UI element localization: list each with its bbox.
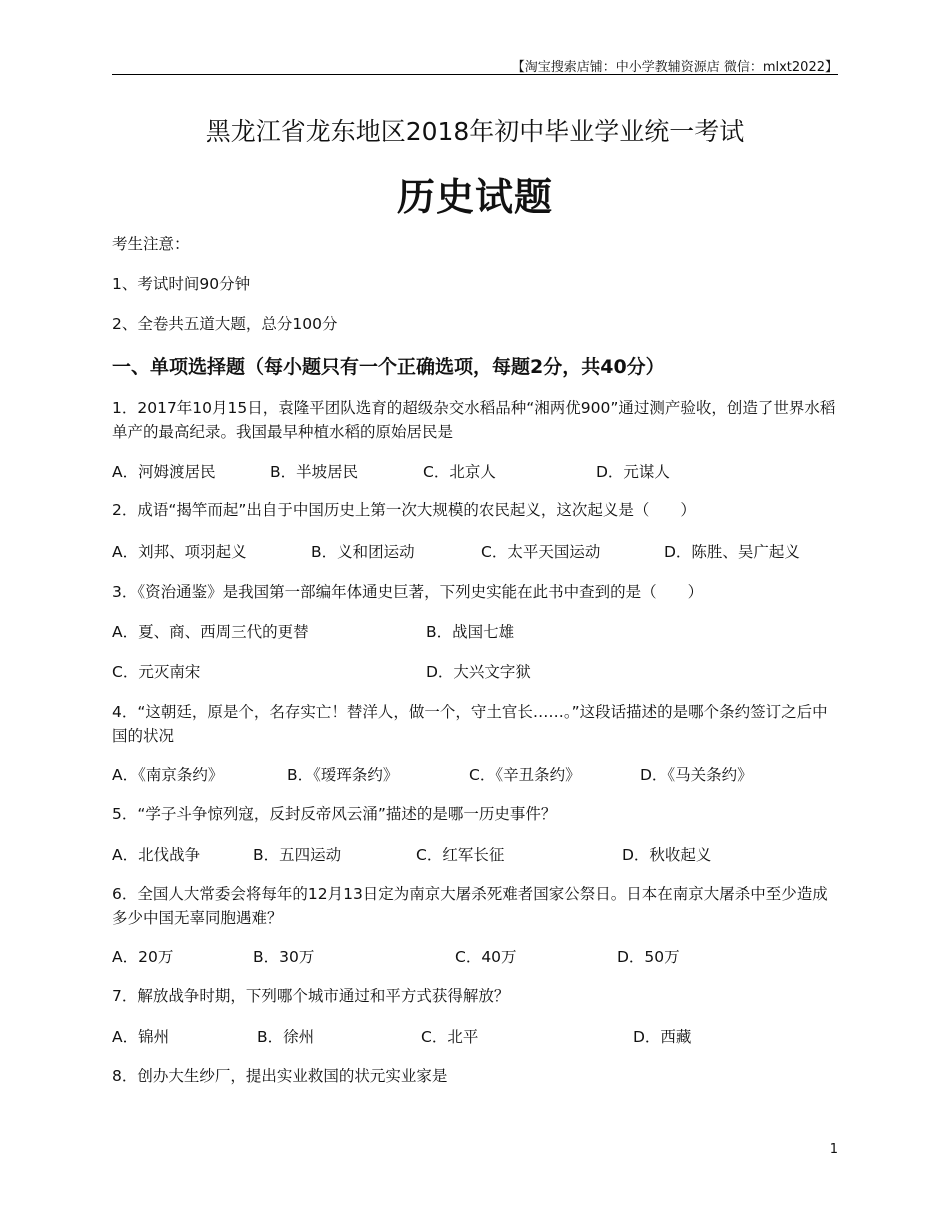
question-4: 4．“这朝廷，原是个，名存实亡！替洋人，做一个，守土官长……。”这段话描述的是哪个条约签订之后中国的状况 (112, 703, 828, 745)
question-5: 5．“学子斗争惊列寇，反封反帝风云涌”描述的是哪一历史事件？ (112, 805, 557, 823)
option-b: B．徐州 (257, 1028, 315, 1046)
option-d: D．《马关条约》 (640, 766, 753, 784)
option-b: B．30万 (253, 948, 315, 966)
question-1: 1．2017年10月15日，袁隆平团队选育的超级杂交水稻品种“湘两优900”通过测产验收，创造了世界水稻单产的最高纪录。我国最早种植水稻的原始居民是 (112, 399, 836, 441)
question-6: 6．全国人大常委会将每年的12月13日定为南京大屠杀死难者国家公祭日。日本在南京大屠杀中至少造成多少中国无辜同胞遇难？ (112, 885, 828, 927)
subject-title: 历史试题 (396, 175, 553, 219)
option-d: D．秋收起义 (622, 846, 712, 864)
question-3: 3．《资治通鉴》是我国第一部编年体通史巨著，下列史实能在此书中查到的是（ ） (112, 583, 704, 601)
option-a: A．夏、商、西周三代的更替 (112, 623, 309, 641)
option-c: C．北平 (421, 1028, 479, 1046)
section-title: 一、单项选择题（每小题只有一个正确选项，每题2分，共40分） (112, 356, 665, 378)
option-a: A．20万 (112, 948, 174, 966)
option-c: C．《辛丑条约》 (469, 766, 581, 784)
option-d: D．大兴文字狱 (426, 663, 531, 681)
note-item: 2、全卷共五道大题，总分100分 (112, 315, 338, 333)
option-a: A．刘邦、项羽起义 (112, 543, 247, 561)
option-a: A．河姆渡居民 (112, 463, 216, 481)
option-c: C．太平天国运动 (481, 543, 601, 561)
question-7: 7．解放战争时期，下列哪个城市通过和平方式获得解放？ (112, 987, 510, 1005)
option-c: C．元灭南宋 (112, 663, 201, 681)
option-b: B．战国七雄 (426, 623, 515, 641)
exam-title: 黑龙江省龙东地区2018年初中毕业学业统一考试 (205, 117, 745, 146)
header-rule (112, 74, 838, 75)
page-number: 1 (829, 1142, 838, 1157)
option-a: A．《南京条约》 (112, 766, 224, 784)
note-item: 1、考试时间90分钟 (112, 275, 251, 293)
option-c: C．北京人 (423, 463, 496, 481)
option-d: D．元谋人 (596, 463, 670, 481)
option-b: B．义和团运动 (311, 543, 415, 561)
option-c: C．40万 (455, 948, 517, 966)
option-d: D．50万 (617, 948, 680, 966)
header-text: 【淘宝搜索店铺：中小学教辅资源店 微信：mlxt2022】 (511, 60, 838, 75)
option-a: A．北伐战争 (112, 846, 201, 864)
question-2: 2．成语“揭竿而起”出自于中国历史上第一次大规模的农民起义，这次起义是（ ） (112, 501, 696, 519)
option-c: C．红军长征 (416, 846, 505, 864)
option-b: B．五四运动 (253, 846, 342, 864)
option-a: A．锦州 (112, 1028, 170, 1046)
option-d: D．陈胜、吴广起义 (664, 543, 800, 561)
option-b: B．半坡居民 (270, 463, 359, 481)
notes-label: 考生注意： (112, 235, 190, 253)
option-b: B．《瑷珲条约》 (287, 766, 399, 784)
question-8: 8．创办大生纱厂，提出实业救国的状元实业家是 (112, 1067, 448, 1085)
option-d: D．西藏 (633, 1028, 692, 1046)
